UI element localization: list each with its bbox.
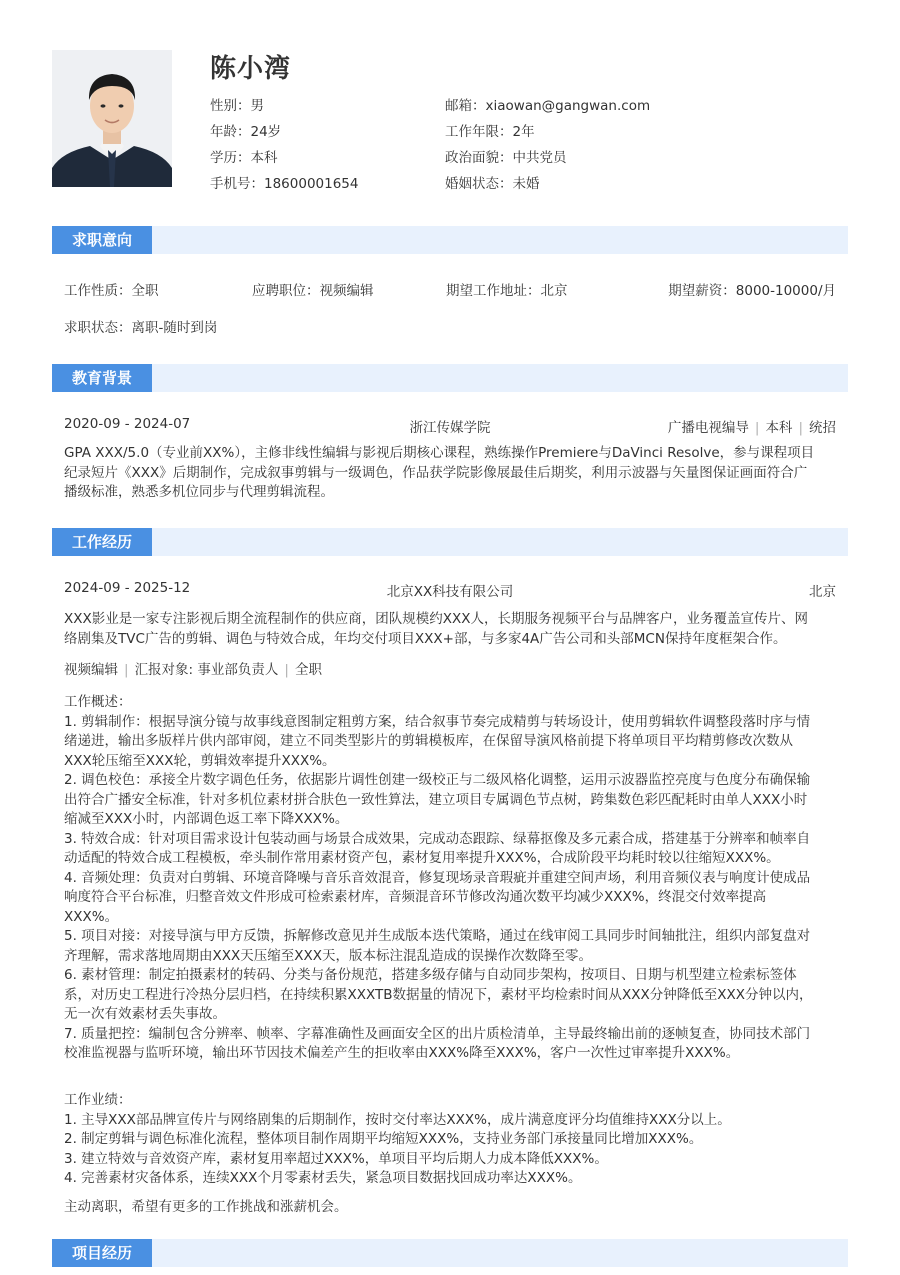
report-to: 汇报对象: 事业部负责人 xyxy=(134,662,279,678)
text-line: 2. 制定剪辑与调色标准化流程，整体项目制作周期平均缩短XXX%，支持业务部门承接量同比增加XXX%。 xyxy=(64,1131,703,1147)
education-row xyxy=(64,416,836,436)
political-field xyxy=(445,146,567,166)
text-line: XXX影业是一家专注影视后期全流程制作的供应商，团队规模约XXX人，长期服务视频平台与品牌客户，业务覆盖宣传片、网 xyxy=(64,611,808,627)
phone-label: 手机号： xyxy=(210,176,264,192)
email-label: 邮箱： xyxy=(445,98,486,114)
job-type-value: 全职 xyxy=(131,283,159,299)
text-line: 1. 剪辑制作：根据导演分镜与故事线意图制定粗剪方案，结合叙事节奏完成精剪与转场设计，使用剪辑软件调整段落时序与情 xyxy=(64,713,811,730)
divider: | xyxy=(798,420,803,436)
salary-label: 期望薪资： xyxy=(668,283,736,299)
age-field xyxy=(210,120,281,140)
work-city: 北京 xyxy=(809,584,836,600)
marital-label: 婚姻状态： xyxy=(445,176,513,192)
school-name: 浙江传媒学院 xyxy=(409,420,491,436)
political-label: 政治面貌： xyxy=(445,150,513,166)
email-field xyxy=(445,94,650,114)
text-line: 无一次有效素材丢失事故。 xyxy=(64,1006,226,1022)
salary-field xyxy=(668,279,836,299)
gender-label: 性别： xyxy=(210,98,251,114)
section-header-work xyxy=(52,528,848,556)
city-field xyxy=(446,279,568,299)
candidate-name: 陈小湾 xyxy=(210,54,292,84)
age-value: 24岁 xyxy=(250,124,282,140)
role: 视频编辑 xyxy=(64,662,118,678)
text-line: 4. 完善素材灾备体系，连续XXX个月零素材丢失，紧急项目数据找回成功率达XXX%。 xyxy=(64,1170,582,1186)
education-value: 本科 xyxy=(250,150,278,166)
text-line: 3. 建立特效与音效资产库，素材复用率超过XXX%，单项目平均后期人力成本降低XXX%。 xyxy=(64,1150,608,1167)
section-header-intent xyxy=(52,226,848,254)
age-label: 年龄： xyxy=(210,124,251,140)
education-label: 学历： xyxy=(210,150,251,166)
text-line: 3. 特效合成：针对项目需求设计包装动画与场景合成效果，完成动态跟踪、绿幕抠像及多元素合成，搭建基于分辨率和帧率自 xyxy=(64,830,811,847)
text-line: 4. 音频处理：负责对白剪辑、环境音降噪与音乐音效混音，修复现场录音瑕疵并重建空间声场，利用音频仪表与响度计使成品 xyxy=(64,869,811,886)
work-years-value: 2年 xyxy=(512,124,535,140)
marital-field xyxy=(445,172,540,192)
work-achievements xyxy=(64,1091,836,1189)
text-line: 2. 调色校色：承接全片数字调色任务，依据影片调性创建一级校正与二级风格化调整，运用示波器监控亮度与色度分布确保输 xyxy=(64,772,811,788)
divider: | xyxy=(284,662,289,678)
avatar-portrait xyxy=(52,50,172,187)
text-line: 1. 主导XXX部品牌宣传片与网络剧集的后期制作，按时交付率达XXX%，成片满意度评分均值维持XXX分以上。 xyxy=(64,1111,731,1128)
text-line: 纪录短片《XXX》后期制作，完成叙事剪辑与一级调色，作品获学院影像展最佳后期奖，利用示波器与矢量图保证画面符合广 xyxy=(64,464,808,481)
education-field xyxy=(210,146,278,166)
job-type-label: 工作性质： xyxy=(64,283,132,299)
text-line: 动适配的特效合成工程模板，牵头制作常用素材资产包，素材复用率提升XXX%，合成阶段平均耗时较以往缩短XXX%。 xyxy=(64,850,780,866)
text-line: 络剧集及TVC广告的剪辑、调色与特效合成，年均交付项目XXX+部，与多家4A广告公司和头部MCN保持年度框架合作。 xyxy=(64,630,787,647)
text-line: 绪递进，输出多版样片供内部审阅，建立不同类型影片的剪辑模板库，在保留导演风格前提下将单项目平均精剪修改次数从 xyxy=(64,733,793,749)
divider: | xyxy=(124,662,129,678)
divider: | xyxy=(754,420,760,436)
status-value: 离职-随时到岗 xyxy=(131,320,218,336)
education-detail xyxy=(668,416,836,436)
text-line: 5. 项目对接：对接导演与甲方反馈，拆解修改意见并生成版本迭代策略，通过在线审阅工具同步时间轴批注，组织内部复盘对 xyxy=(64,928,811,944)
work-years-label: 工作年限： xyxy=(445,124,513,140)
section-header-education xyxy=(52,364,848,392)
text-line: 缩减至XXX小时，内部调色返工率下降XXX%。 xyxy=(64,811,349,827)
text-line: XXX轮压缩至XXX轮，剪辑效率提升XXX%。 xyxy=(64,752,336,769)
position-value: 视频编辑 xyxy=(319,283,374,299)
text-line: 6. 素材管理：制定拍摄素材的转码、分类与备份规范，搭建多级存储与自动同步架构，按项目、日期与机型建立检索标签体 xyxy=(64,967,797,983)
status-row xyxy=(64,316,836,336)
education-description xyxy=(64,444,836,503)
section-header-project xyxy=(52,1239,848,1267)
text-line: XXX%。 xyxy=(64,908,119,925)
text-line: 工作概述： xyxy=(64,694,132,710)
phone-field xyxy=(210,172,358,192)
text-line: 出符合广播安全标准，针对多机位素材拼合肤色一致性算法，建立项目专属调色节点树，跨集数色彩匹配耗时由单人XXX小时 xyxy=(64,791,808,808)
company-name: 北京XX科技有限公司 xyxy=(386,584,514,600)
work-overview xyxy=(64,693,836,1064)
position-label: 应聘职位： xyxy=(252,283,320,299)
text-line: 工作业绩： xyxy=(64,1092,132,1108)
text-line: GPA XXX/5.0（专业前XX%），主修非线性编辑与影视后期核心课程，熟练操作Premiere与DaVinci Resolve，参与课程项目 xyxy=(64,445,815,461)
education-period: 2020-09 - 2024-07 xyxy=(64,416,191,432)
major: 广播电视编导 xyxy=(667,420,749,436)
text-line: 系，对历史工程进行冷热分层归档，在持续积累XXXTB数据量的情况下，素材平均检索时间从XXX分钟降低至XXX分钟以内， xyxy=(64,986,813,1003)
gender-field xyxy=(210,94,264,114)
salary-value: 8000-10000/月 xyxy=(735,283,836,299)
degree: 本科 xyxy=(765,420,793,436)
city-label: 期望工作地址： xyxy=(446,283,541,299)
marital-value: 未婚 xyxy=(512,176,540,192)
section-title-work: 工作经历 xyxy=(52,528,152,556)
avatar xyxy=(52,50,172,187)
text-line: 响度符合平台标准，归整音效文件形成可检索素材库，音频混音环节修改沟通次数平均减少XXX%，终混交付效率提高 xyxy=(64,889,767,905)
work-period: 2024-09 - 2025-12 xyxy=(64,580,191,596)
email-value: xiaowan@gangwan.com xyxy=(485,98,651,114)
text-line: 主动离职，希望有更多的工作挑战和涨薪机会。 xyxy=(64,1199,348,1215)
political-value: 中共党员 xyxy=(512,150,567,166)
city-value: 北京 xyxy=(540,283,568,299)
role-row xyxy=(64,658,836,678)
leave-reason xyxy=(64,1198,836,1218)
section-title-education: 教育背景 xyxy=(52,364,152,392)
text-line: 7. 质量把控：编制包含分辨率、帧率、字幕准确性及画面安全区的出片质检清单，主导最终输出前的逐帧复查，协同技术部门 xyxy=(64,1025,811,1042)
employment-type: 全职 xyxy=(294,662,322,678)
text-line: 播级标准，熟悉多机位同步与代理剪辑流程。 xyxy=(64,484,334,500)
job-type-field xyxy=(64,279,159,299)
text-line: 校准监视器与监听环境，输出环节因技术偏差产生的拒收率由XXX%降至XXX%，客户一次性过审率提升XXX%。 xyxy=(64,1045,740,1061)
status-label: 求职状态： xyxy=(64,320,132,336)
work-row xyxy=(64,580,836,600)
work-years-field xyxy=(445,120,535,140)
section-title-project: 项目经历 xyxy=(52,1239,152,1267)
phone-value: 18600001654 xyxy=(264,176,359,192)
recruit-type: 统招 xyxy=(809,420,836,436)
position-field xyxy=(252,279,374,299)
gender-value: 男 xyxy=(250,98,264,114)
company-intro xyxy=(64,610,836,649)
section-title-intent: 求职意向 xyxy=(52,226,152,254)
text-line: 齐理解，需求落地周期由XXX天压缩至XXX天，版本标注混乱造成的误操作次数降至零。 xyxy=(64,947,592,964)
